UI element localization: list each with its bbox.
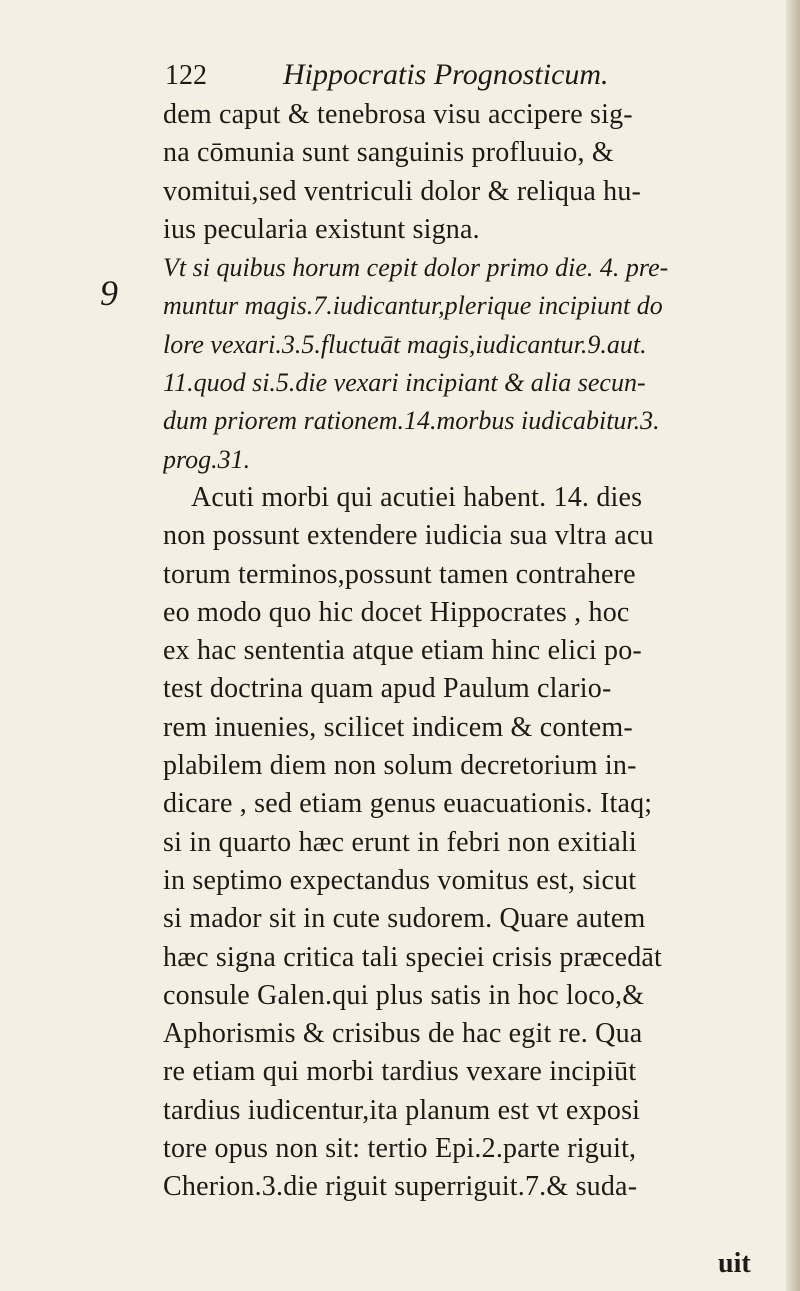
text-line: dem caput & tenebrosa visu accipere sig- [163, 99, 633, 130]
text-line: consule Galen.qui plus satis in hoc loco,& [163, 979, 645, 1011]
text-line: si in quarto hæc erunt in febri non exitiali [163, 826, 637, 858]
text-line: torum terminos,possunt tamen contrahere [163, 558, 636, 590]
text-block [163, 96, 763, 1207]
text-line: non possunt extendere iudicia sua vltra acu [163, 520, 654, 552]
text-line: Aphorismis & crisibus de hac egit re. Qua [163, 1018, 643, 1050]
text-line: tore opus non sit: tertio Epi.2.parte riguit, [163, 1133, 637, 1165]
text-line: eo modo quo hic docet Hippocrates , hoc [163, 596, 630, 628]
margin-note-marker: 9 [100, 273, 118, 313]
text-line: tardius iudicentur,ita planum est vt exposi [163, 1094, 641, 1126]
text-line: Acuti morbi qui acutiei habent. 14. dies [191, 481, 643, 513]
italic-line: lore vexari.3.5.fluctuāt magis,iudicantur.9.aut. [163, 329, 647, 359]
text-line: ius pecularia existunt signa. [163, 213, 480, 245]
italic-line: prog.31. [163, 444, 251, 474]
text-line: rem inuenies, scilicet indicem & contem- [163, 711, 633, 743]
italic-line: muntur magis.7.iudicantur,plerique incipiunt do [163, 291, 663, 321]
page-edge [786, 0, 800, 1291]
running-title: Hippocratis Prognosticum. [283, 58, 609, 91]
text-line: na cōmunia sunt sanguinis profluuio, & [163, 137, 614, 169]
text-line: test doctrina quam apud Paulum clario- [163, 673, 612, 705]
text-line: vomitui,sed ventriculi dolor & reliqua hu- [163, 175, 642, 207]
text-line: re etiam qui morbi tardius vexare incipiūt [163, 1056, 637, 1088]
page-number: 122 [165, 60, 207, 91]
text-line: Cherion.3.die riguit superriguit.7.& suda- [163, 1171, 638, 1203]
text-line: si mador sit in cute sudorem. Quare autem [163, 903, 646, 935]
catchword: uit [718, 1248, 751, 1279]
italic-line: 11.quod si.5.die vexari incipiant & alia secun- [163, 368, 646, 398]
text-line: ex hac sententia atque etiam hinc elici po- [163, 635, 642, 667]
text-line: in septimo expectandus vomitus est, sicut [163, 864, 637, 896]
text-line: plabilem diem non solum decretorium in- [163, 750, 637, 782]
text-line: dicare , sed etiam genus euacuationis. Itaq; [163, 788, 653, 820]
italic-line: dum priorem rationem.14.morbus iudicabitur.3. [163, 406, 660, 436]
text-line: hæc signa critica tali speciei crisis præcedāt [163, 941, 663, 973]
italic-line: Vt si quibus horum cepit dolor primo die. 4. pre- [163, 253, 669, 283]
